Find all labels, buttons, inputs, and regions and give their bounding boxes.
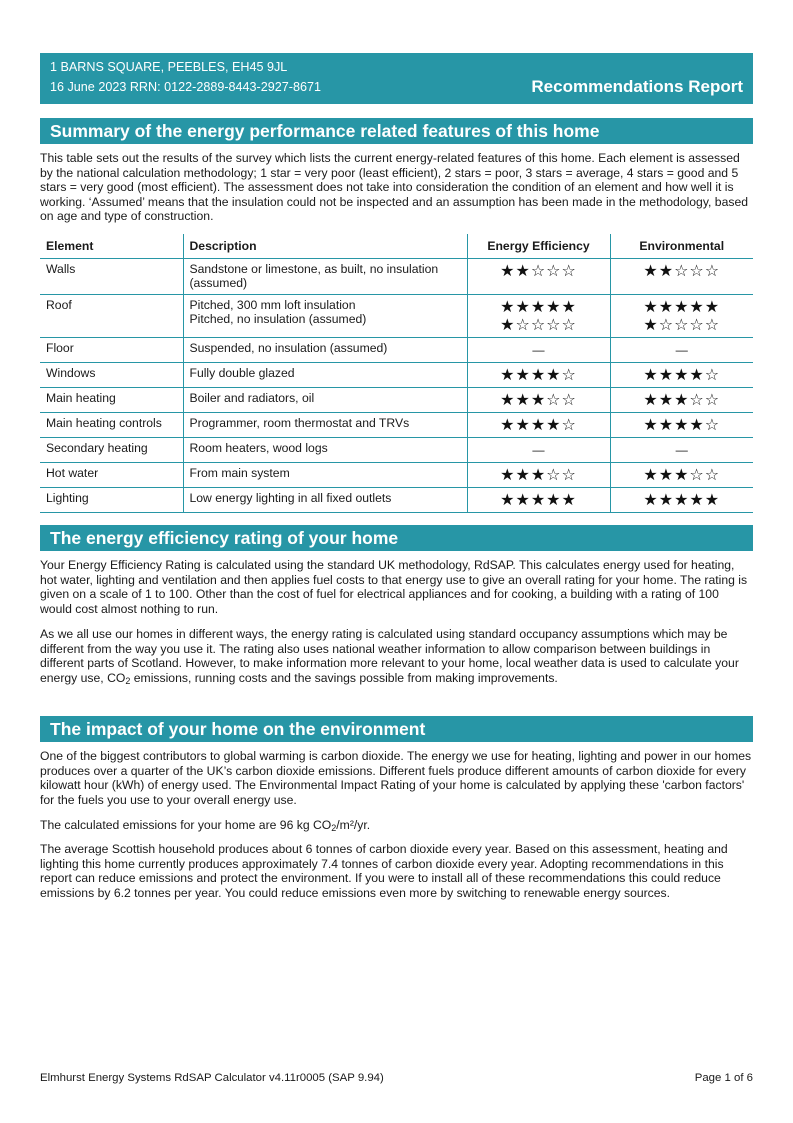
filled-star-icon: ★ — [643, 314, 659, 334]
environmental-rating — [610, 362, 753, 387]
filled-star-icon: ★ — [658, 389, 675, 409]
description-line: Room heaters, wood logs — [189, 440, 328, 455]
environmental-rating — [610, 337, 753, 362]
description-line: Boiler and radiators, oil — [189, 390, 315, 405]
empty-star-icon: ☆ — [546, 314, 562, 334]
energy-efficiency-rating — [467, 337, 610, 362]
rating-section-title: The energy efficiency rating of your home — [40, 525, 753, 551]
element-description — [183, 258, 467, 294]
empty-star-icon: ☆ — [515, 314, 531, 334]
rating-paragraph-2: As we all use our homes in different ways, the energy rating is calculated using standard occupancy assumptions which may be different from the way you use it. The rating also uses national weather information to allow comparison between buildings in different parts of Scotland. However, to make information more relevant to your home, local weather data is used to calculate your energy use, $CO_2$ emissions, running costs and the savings possible from making improvements. — [40, 627, 739, 686]
filled-star-icon: ★ — [546, 364, 562, 384]
description-line: Pitched, no insulation (assumed) — [189, 312, 367, 326]
element-description — [183, 387, 467, 412]
description-line: Low energy lighting in all fixed outlets — [189, 490, 392, 505]
filled-star-icon: ★ — [515, 260, 531, 280]
filled-star-icon: ★ — [689, 489, 705, 509]
energy-efficiency-rating — [467, 412, 610, 437]
element-name: Lighting — [40, 487, 183, 512]
filled-star-icon: ★ — [530, 296, 547, 316]
empty-star-icon: ☆ — [674, 260, 690, 280]
filled-star-icon: ★ — [515, 364, 531, 384]
description-line: Sandstone or limestone, as built, no insulation (assumed) — [189, 261, 439, 290]
filled-star-icon: ★ — [674, 489, 690, 509]
filled-star-icon: ★ — [658, 260, 675, 280]
filled-star-icon: ★ — [689, 296, 705, 316]
empty-star-icon: ☆ — [546, 260, 562, 280]
environment-paragraph-3: The average Scottish household produces about 6 tonnes of carbon dioxide every year. Based on this assessment, heating and lighting this home currently produces approximately 7.4 tonnes of carbon dioxide every year. Adopting recommendations in this report can reduce emissions and protect the environment. If you were to install all of these recommendations this could reduce emissions by 6.2 tonnes per year. You could reduce emissions even more by switching to renewable energy sources. — [40, 842, 728, 900]
empty-star-icon: ☆ — [689, 314, 705, 334]
summary-intro: This table sets out the results of the survey which lists the current energy-related features of this home. Each element is assessed by the national calculation methodology; 1 star = very poor (least efficient), 2 stars = poor, 3 stars = average, 4 stars = good and 5 stars = very good (most efficient). The assessment does not take into consideration the condition of an element and how well it is working. ‘Assumed’ means that the insulation could not be inspected and an assumption has been made in the methodology, based on age and type of construction. — [40, 151, 748, 224]
filled-star-icon: ★ — [500, 260, 516, 280]
filled-star-icon: ★ — [515, 389, 531, 409]
report-header — [40, 53, 753, 104]
table-row — [40, 294, 753, 337]
filled-star-icon: ★ — [674, 389, 690, 409]
table-row — [40, 412, 753, 437]
star-rating — [474, 316, 604, 334]
environmental-rating — [610, 462, 753, 487]
filled-star-icon: ★ — [643, 489, 659, 509]
filled-star-icon: ★ — [500, 389, 516, 409]
element-name: Hot water — [40, 462, 183, 487]
filled-star-icon: ★ — [643, 296, 659, 316]
not-applicable-dash: — — [532, 342, 545, 357]
element-name: Walls — [40, 258, 183, 294]
star-rating — [617, 466, 748, 484]
filled-star-icon: ★ — [515, 464, 531, 484]
date-rrn: 16 June 2023 RRN: 0122-2889-8443-2927-8671 — [50, 80, 321, 94]
star-rating — [617, 366, 748, 384]
star-rating — [474, 298, 604, 316]
description-line: Suspended, no insulation (assumed) — [189, 340, 388, 355]
filled-star-icon: ★ — [689, 414, 705, 434]
element-description — [183, 462, 467, 487]
report-title: Recommendations Report — [531, 77, 743, 96]
empty-star-icon: ☆ — [704, 464, 721, 484]
empty-star-icon: ☆ — [561, 260, 577, 280]
summary-section-title: Summary of the energy performance related features of this home — [40, 118, 753, 144]
star-rating — [617, 262, 748, 280]
filled-star-icon: ★ — [515, 489, 531, 509]
filled-star-icon: ★ — [658, 414, 675, 434]
filled-star-icon: ★ — [530, 464, 547, 484]
filled-star-icon: ★ — [689, 364, 705, 384]
filled-star-icon: ★ — [561, 296, 577, 316]
features-table — [40, 234, 753, 513]
empty-star-icon: ☆ — [689, 464, 705, 484]
element-name: Roof — [40, 294, 183, 337]
filled-star-icon: ★ — [500, 414, 516, 434]
star-rating — [617, 391, 748, 409]
environmental-rating — [610, 487, 753, 512]
rating-paragraph-1: Your Energy Efficiency Rating is calculated using the standard UK methodology, RdSAP. This calculates energy used for heating, hot water, lighting and ventilation and then applies fuel costs to that energy use to give an overall rating for your home. The rating is given on a scale of 1 to 100. Other than the cost of fuel for electrical appliances and for cooking, a building with a rating of 100 would cost almost nothing to run. — [40, 558, 748, 616]
property-address: 1 BARNS SQUARE, PEEBLES, EH45 9JL — [50, 60, 288, 74]
column-header-element: Element — [40, 234, 183, 258]
filled-star-icon: ★ — [674, 464, 690, 484]
filled-star-icon: ★ — [500, 296, 516, 316]
filled-star-icon: ★ — [561, 489, 577, 509]
empty-star-icon: ☆ — [689, 260, 705, 280]
filled-star-icon: ★ — [515, 296, 531, 316]
filled-star-icon: ★ — [500, 314, 516, 334]
filled-star-icon: ★ — [704, 296, 721, 316]
footer-page-number: Page 1 of 6 — [694, 1072, 753, 1084]
table-row — [40, 437, 753, 462]
element-description — [183, 487, 467, 512]
star-rating — [474, 466, 604, 484]
energy-efficiency-rating — [467, 487, 610, 512]
element-name: Main heating controls — [40, 412, 183, 437]
column-header-energy-efficiency: Energy Efficiency — [467, 234, 610, 258]
filled-star-icon: ★ — [530, 364, 547, 384]
description-line: Pitched, 300 mm loft insulation — [189, 297, 356, 312]
column-header-environmental: Environmental — [610, 234, 753, 258]
energy-efficiency-rating — [467, 294, 610, 337]
energy-efficiency-rating — [467, 258, 610, 294]
description-line: From main system — [189, 465, 290, 480]
empty-star-icon: ☆ — [704, 314, 721, 334]
filled-star-icon: ★ — [530, 414, 547, 434]
star-rating — [617, 491, 748, 509]
empty-star-icon: ☆ — [704, 389, 721, 409]
empty-star-icon: ☆ — [561, 464, 577, 484]
energy-efficiency-rating — [467, 362, 610, 387]
table-row — [40, 362, 753, 387]
footer-software: Elmhurst Energy Systems RdSAP Calculator v4.11r0005 (SAP 9.94) — [40, 1072, 384, 1084]
empty-star-icon: ☆ — [546, 464, 562, 484]
element-description — [183, 437, 467, 462]
empty-star-icon: ☆ — [561, 414, 577, 434]
filled-star-icon: ★ — [643, 260, 659, 280]
star-rating — [474, 391, 604, 409]
filled-star-icon: ★ — [704, 489, 721, 509]
empty-star-icon: ☆ — [561, 364, 577, 384]
filled-star-icon: ★ — [515, 414, 531, 434]
element-name: Secondary heating — [40, 437, 183, 462]
star-rating — [617, 316, 748, 334]
filled-star-icon: ★ — [643, 414, 659, 434]
description-line: Programmer, room thermostat and TRVs — [189, 415, 410, 430]
filled-star-icon: ★ — [658, 489, 675, 509]
filled-star-icon: ★ — [500, 464, 516, 484]
element-description — [183, 294, 467, 337]
element-name: Floor — [40, 337, 183, 362]
not-applicable-dash: — — [675, 442, 688, 457]
star-rating — [474, 416, 604, 434]
environment-section-title: The impact of your home on the environment — [40, 716, 753, 742]
filled-star-icon: ★ — [643, 364, 659, 384]
not-applicable-dash: — — [532, 442, 545, 457]
environmental-rating — [610, 412, 753, 437]
filled-star-icon: ★ — [674, 296, 690, 316]
features-table-header — [40, 234, 753, 258]
empty-star-icon: ☆ — [704, 260, 721, 280]
filled-star-icon: ★ — [530, 489, 547, 509]
energy-efficiency-rating — [467, 462, 610, 487]
table-row — [40, 462, 753, 487]
table-row — [40, 258, 753, 294]
star-rating — [474, 262, 604, 280]
star-rating — [617, 416, 748, 434]
filled-star-icon: ★ — [643, 464, 659, 484]
filled-star-icon: ★ — [643, 389, 659, 409]
star-rating — [474, 366, 604, 384]
empty-star-icon: ☆ — [561, 389, 577, 409]
filled-star-icon: ★ — [546, 414, 562, 434]
not-applicable-dash: — — [675, 342, 688, 357]
emissions-statement: The calculated emissions for your home are 96 kg $CO_2/m^2/yr$. — [40, 818, 371, 833]
filled-star-icon: ★ — [546, 489, 562, 509]
filled-star-icon: ★ — [546, 296, 562, 316]
empty-star-icon: ☆ — [530, 314, 547, 334]
table-row — [40, 387, 753, 412]
element-name: Main heating — [40, 387, 183, 412]
element-name: Windows — [40, 362, 183, 387]
filled-star-icon: ★ — [658, 464, 675, 484]
environmental-rating — [610, 387, 753, 412]
environmental-rating — [610, 437, 753, 462]
star-rating — [474, 491, 604, 509]
element-description — [183, 362, 467, 387]
filled-star-icon: ★ — [530, 389, 547, 409]
star-rating — [617, 298, 748, 316]
empty-star-icon: ☆ — [658, 314, 675, 334]
environmental-rating — [610, 258, 753, 294]
environment-paragraph-1: One of the biggest contributors to global warming is carbon dioxide. The energy we use for heating, lighting and power in our homes produces over a quarter of the UK’s carbon dioxide emissions. Different fuels produce different amounts of carbon dioxide for every kilowatt hour (kWh) of energy used. The Environmental Impact Rating of your home is calculated by applying these 'carbon factors' for the fuels you use to your overall energy use. — [40, 749, 752, 807]
filled-star-icon: ★ — [674, 414, 690, 434]
empty-star-icon: ☆ — [530, 260, 547, 280]
empty-star-icon: ☆ — [674, 314, 690, 334]
filled-star-icon: ★ — [500, 489, 516, 509]
filled-star-icon: ★ — [658, 364, 675, 384]
element-description — [183, 337, 467, 362]
empty-star-icon: ☆ — [689, 389, 705, 409]
empty-star-icon: ☆ — [546, 389, 562, 409]
table-row — [40, 337, 753, 362]
environmental-rating — [610, 294, 753, 337]
empty-star-icon: ☆ — [704, 364, 721, 384]
filled-star-icon: ★ — [658, 296, 675, 316]
empty-star-icon: ☆ — [704, 414, 721, 434]
filled-star-icon: ★ — [674, 364, 690, 384]
energy-efficiency-rating — [467, 387, 610, 412]
empty-star-icon: ☆ — [561, 314, 577, 334]
filled-star-icon: ★ — [500, 364, 516, 384]
energy-efficiency-rating — [467, 437, 610, 462]
element-description — [183, 412, 467, 437]
description-line: Fully double glazed — [189, 365, 295, 380]
column-header-description: Description — [183, 234, 467, 258]
table-row — [40, 487, 753, 512]
